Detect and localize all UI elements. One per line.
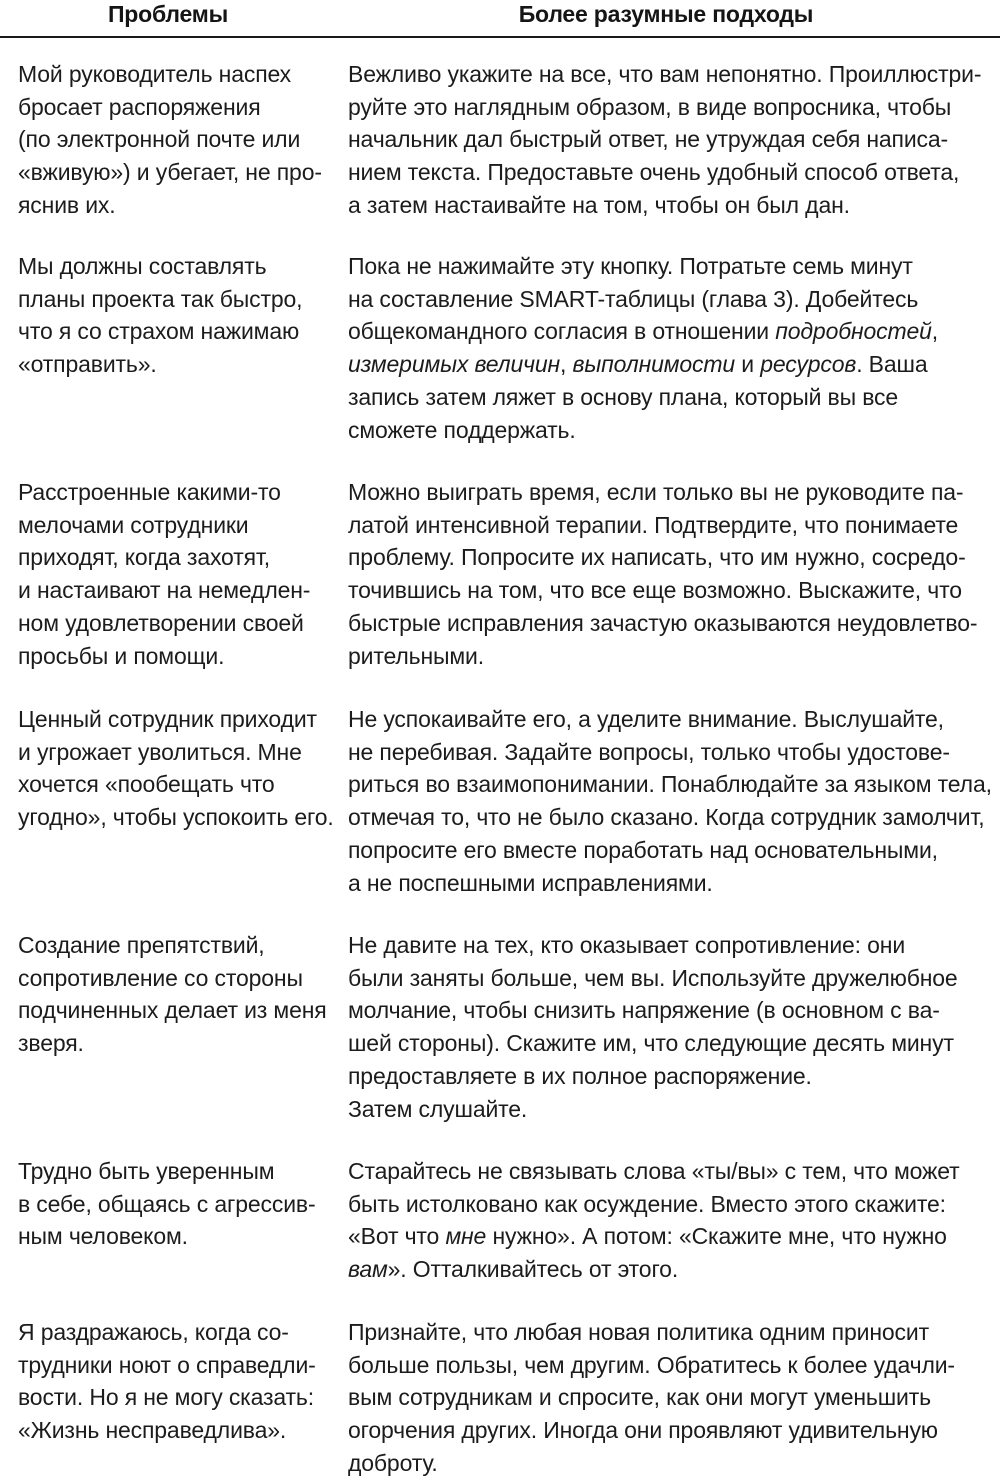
text-line: яснив их. [18,191,116,218]
approach-cell [348,58,988,222]
text-line: и настаивают на немедлен- [18,577,311,604]
text-line: хочется «пообещать что [18,771,275,798]
text-line: проблему. Попросите их написать, что им нужно, сосредо- [348,544,966,571]
text-line: руйте это наглядным образом, в виде вопросника, чтобы [348,93,952,120]
emphasis-text: ресурсов [760,351,857,378]
text-line: Мы должны составлять [18,253,267,279]
text-line: больше пользы, чем другим. Обратитесь к более удачли- [348,1351,955,1378]
text-line: «отправить». [18,351,157,378]
text-line: шей стороны). Скажите им, что следующие десять минут [348,1030,954,1057]
text-line: зверя. [18,1030,84,1057]
text-line: были заняты больше, чем вы. Используйте дружелюбное [348,964,958,991]
text-line: отмечая то, что не было сказано. Когда сотрудник замолчит, [348,804,985,831]
approach-cell [348,703,992,899]
text-line: молчание, чтобы снизить напряжение (в основном с ва- [348,997,940,1024]
header-approaches: Более разумные подходы [518,1,814,27]
text-line: Трудно быть уверенным [18,1158,275,1184]
text-line: (по электронной почте или [18,126,301,153]
text-line: Создание препятствий, [18,932,265,958]
header-problems: Проблемы [107,1,229,27]
emphasis-text: мне [445,1223,487,1250]
emphasis-text: выполнимости [572,351,736,378]
text-line: точившись на том, что все еще возможно. Выскажите, что [348,577,962,604]
problem-cell [18,476,326,672]
approach-cell [348,250,988,446]
text-line: Вежливо укажите на все, что вам непонятно. Проиллюстри- [348,61,982,87]
text-line: начальник дал быстрый ответ, не утруждая себя написа- [348,126,949,153]
text-line: доброту. [348,1449,438,1476]
problem-cell [18,1155,326,1253]
text-line: Затем слушайте. [348,1095,528,1122]
text-line: риться во взаимопонимании. Понаблюдайте за языком тела, [348,771,992,798]
text-line: быстрые исправления зачастую оказываются неудовлетво- [348,609,978,636]
text-line: рительными. [348,642,484,669]
text-line: «вживую») и убегает, не про- [18,159,322,186]
emphasis-text: вам [348,1256,388,1283]
text-line: сможете поддержать. [348,416,576,443]
text-line: сопротивление со стороны [18,964,303,991]
text-line: нием текста. Предоставьте очень удобный способ ответа, [348,159,960,186]
text-line: на составление SMART-таблицы (глава 3). Добейтесь [348,285,919,312]
text-line: предоставляете в их полное распоряжение. [348,1062,812,1089]
text-line: Признайте, что любая новая политика одним приносит [348,1319,929,1345]
text-line: быть истолковано как осуждение. Вместо этого скажите: [348,1190,946,1217]
problem-cell [18,250,326,381]
approach-cell [348,476,988,672]
text-line: просьбы и помощи. [18,642,225,669]
text-line: вам». Отталкивайтесь от этого. [348,1256,679,1283]
problem-cell [18,58,326,222]
text-line: Ценный сотрудник приходит [18,706,317,732]
text-line: Я раздражаюсь, когда со- [18,1319,289,1345]
text-line: Расстроенные какими-то [18,479,281,505]
approach-cell [348,1155,988,1286]
problem-cell [18,1316,326,1447]
text-line: мелочами сотрудники [18,511,249,538]
text-line: измеримых величин, выполнимости и ресурсов. Ваша [348,351,928,378]
text-line: вым сотрудникам и спросите, как они могут уменьшить [348,1384,931,1411]
table-header [0,0,1000,38]
text-line: Мой руководитель наспех [18,61,291,87]
text-line: не перебивая. Задайте вопросы, только чтобы удостове- [348,738,950,765]
text-line: бросает распоряжения [18,93,261,120]
text-line: а затем настаивайте на том, чтобы он был дан. [348,191,850,218]
text-line: латой интенсивной терапии. Подтвердите, что понимаете [348,511,959,538]
approach-cell [348,929,988,1125]
text-line: огорчения других. Иногда они проявляют удивительную [348,1417,938,1444]
text-line: а не поспешными исправлениями. [348,869,713,896]
text-line: что я со страхом нажимаю [18,318,300,345]
text-line: ным человеком. [18,1223,188,1250]
text-line: вости. Но я не могу сказать: [18,1384,314,1411]
text-line: «Вот что мне нужно». А потом: «Скажите мне, что нужно [348,1223,947,1250]
text-line: Старайтесь не связывать слова «ты/вы» с тем, что может [348,1158,960,1184]
text-line: ном удовлетворении своей [18,609,304,636]
text-line: общекомандного согласия в отношении подробностей, [348,318,939,345]
text-line: угодно», чтобы успокоить его. [18,804,334,831]
text-line: Пока не нажимайте эту кнопку. Потратьте семь минут [348,253,913,279]
problem-cell [18,703,334,834]
text-line: запись затем ляжет в основу плана, который вы все [348,383,899,410]
text-line: планы проекта так быстро, [18,285,303,312]
text-line: попросите его вместе поработать над основательными, [348,836,938,863]
text-line: приходят, когда захотят, [18,544,270,571]
text-line: подчиненных делает из меня [18,997,327,1024]
approach-cell [348,1316,988,1480]
text-line: трудники ноют о справедли- [18,1351,316,1378]
text-line: в себе, общаясь с агрессив- [18,1190,316,1217]
text-line: и угрожает уволиться. Мне [18,738,302,765]
text-line: Не успокаивайте его, а уделите внимание. Выслушайте, [348,706,944,732]
emphasis-text: измеримых величин [348,351,561,378]
text-line: Не давите на тех, кто оказывает сопротивление: они [348,932,906,958]
emphasis-text: подробностей [775,318,932,345]
text-line: Можно выиграть время, если только вы не руководите па- [348,479,964,505]
text-line: «Жизнь несправедлива». [18,1417,287,1444]
problem-cell [18,929,326,1060]
